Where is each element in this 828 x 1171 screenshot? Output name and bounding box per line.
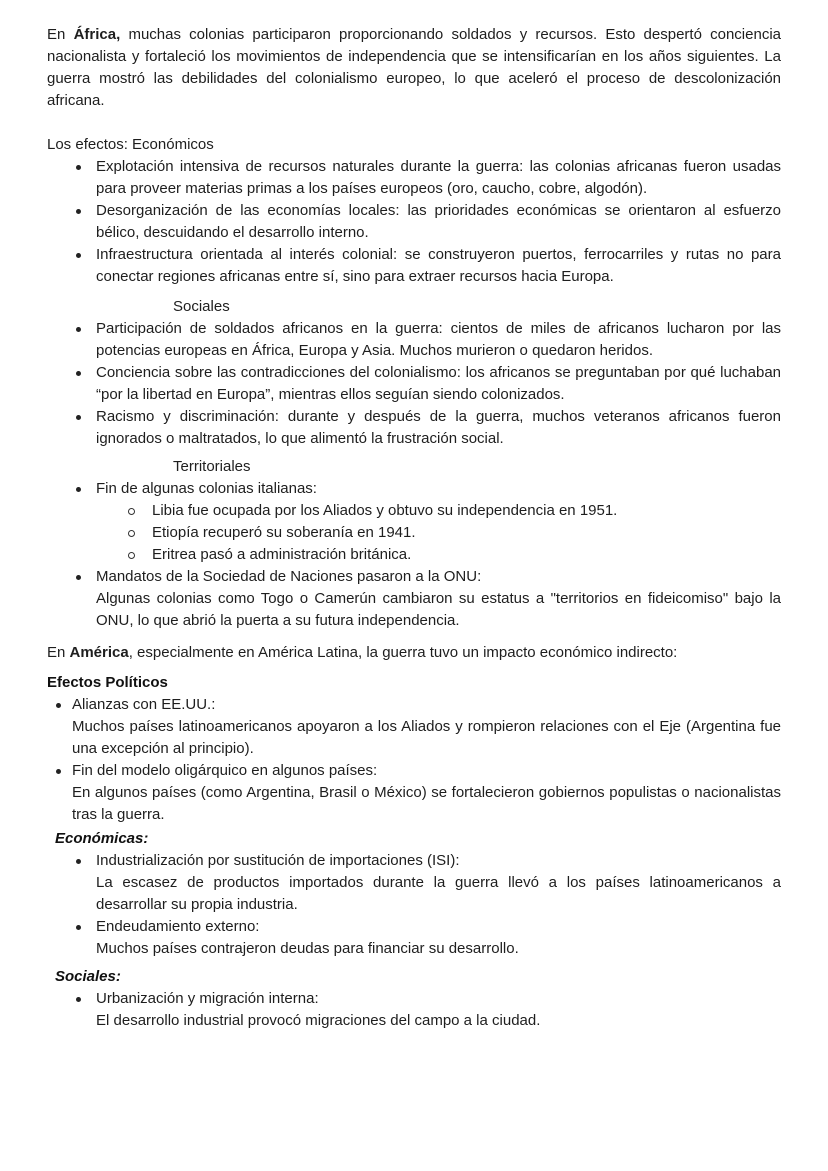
list-item-title: Endeudamiento externo: — [96, 918, 260, 935]
list-item-body: El desarrollo industrial provocó migraciones del campo a la ciudad. — [96, 1012, 541, 1029]
list-item: Conciencia sobre las contradicciones del colonialismo: los africanos se preguntaban por qué luchaban “por la libertad en Europa”, mientras ellos seguían siendo colonizados. — [96, 362, 781, 406]
list-item: Explotación intensiva de recursos naturales durante la guerra: las colonias africanas fueron usadas para proveer materias primas a los países europeos (oro, caucho, cobre, algodón). — [96, 156, 781, 200]
list-efectos-economicos — [47, 156, 781, 288]
list-economicas — [47, 850, 781, 960]
list-item: Desorganización de las economías locales: las prioridades económicas se orientaron al esfuerzo bélico, descuidando el desarrollo interno. — [96, 200, 781, 244]
heading-sociales-africa: Sociales — [173, 298, 230, 315]
list-item: Participación de soldados africanos en la guerra: cientos de miles de africanos lucharon por las potencias europeas en África, Europa y Asia. Muchos murieron o quedaron heridos. — [96, 318, 781, 362]
list-item — [72, 760, 781, 826]
list-item — [96, 566, 781, 632]
paragraph-intro-america — [47, 642, 781, 664]
list-item-title: Alianzas con EE.UU.: — [72, 696, 216, 713]
list-item — [96, 478, 781, 566]
intro-africa-bold-word: África, — [73, 26, 121, 43]
heading-efectos-politicos: Efectos Políticos — [47, 674, 168, 691]
list-item-title: Fin de algunas colonias italianas: — [96, 480, 317, 497]
list-item: Racismo y discriminación: durante y después de la guerra, muchos veteranos africanos fueron ignorados o maltratados, lo que alimentó la frustración social. — [96, 406, 781, 450]
sublist-item: Libia fue ocupada por los Aliados y obtuvo su independencia en 1951. — [152, 500, 781, 522]
intro-africa-rest: muchas colonias participaron proporcionando soldados y recursos. Esto despertó conciencia nacionalista y fortaleció los movimientos de independencia que se intensificarían en los años siguientes. La guerra mostró las debilidades del colonialismo europeo, lo que aceleró el proceso de descolonización africana. — [47, 26, 781, 109]
heading-los-efectos-economicos: Los efectos: Económicos — [47, 136, 214, 153]
list-item: Infraestructura orientada al interés colonial: se construyeron puertos, ferrocarriles y rutas no para conectar regiones africanas entre sí, sino para extraer recursos hacia Europa. — [96, 244, 781, 288]
list-item — [96, 988, 781, 1032]
sublist-colonias-italianas — [96, 500, 781, 566]
list-efectos-politicos — [47, 694, 781, 826]
list-item-title: Fin del modelo oligárquico en algunos países: — [72, 762, 378, 779]
list-item — [96, 850, 781, 916]
list-efectos-territoriales — [47, 478, 781, 632]
intro-america-rest: , especialmente en América Latina, la guerra tuvo un impacto económico indirecto: — [128, 644, 678, 661]
list-item — [96, 916, 781, 960]
list-item-body: La escasez de productos importados durante la guerra llevó a los países latinoamericanos a desarrollar su propia industria. — [96, 874, 781, 913]
sublist-item: Etiopía recuperó su soberanía en 1941. — [152, 522, 781, 544]
heading-economicas: Económicas: — [55, 830, 149, 847]
intro-america-prefix: En — [47, 644, 70, 661]
paragraph-intro-africa — [47, 24, 781, 112]
list-sociales-america — [47, 988, 781, 1032]
heading-territoriales: Territoriales — [173, 458, 251, 475]
list-efectos-sociales — [47, 318, 781, 450]
list-item-body: Muchos países latinoamericanos apoyaron a los Aliados y rompieron relaciones con el Eje (Argentina fue una excepción al principio). — [72, 718, 781, 757]
list-item-body: En algunos países (como Argentina, Brasil o México) se fortalecieron gobiernos populistas o nacionalistas tras la guerra. — [72, 784, 781, 823]
list-item-title: Industrialización por sustitución de importaciones (ISI): — [96, 852, 460, 869]
list-item-title: Urbanización y migración interna: — [96, 990, 319, 1007]
list-item-title: Mandatos de la Sociedad de Naciones pasaron a la ONU: — [96, 568, 482, 585]
intro-america-bold-word: América — [69, 644, 129, 661]
list-item-body: Algunas colonias como Togo o Camerún cambiaron su estatus a "territorios en fideicomiso" bajo la ONU, lo que abrió la puerta a su futura independencia. — [96, 590, 781, 629]
list-item — [72, 694, 781, 760]
heading-sociales-america: Sociales: — [55, 968, 121, 985]
intro-africa-prefix: En — [47, 26, 74, 43]
sublist-item: Eritrea pasó a administración británica. — [152, 544, 781, 566]
list-item-body: Muchos países contrajeron deudas para financiar su desarrollo. — [96, 940, 519, 957]
